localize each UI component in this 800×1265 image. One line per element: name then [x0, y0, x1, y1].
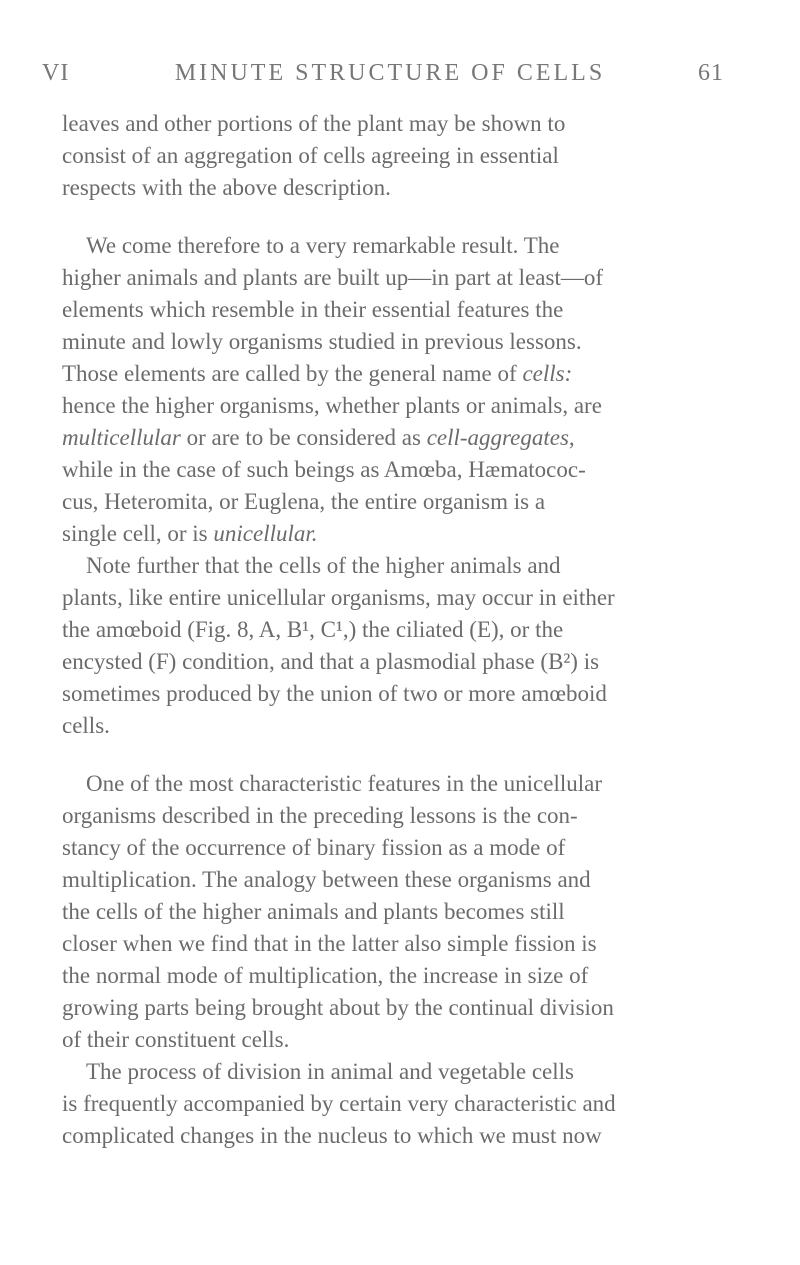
body-text [62, 108, 752, 1152]
text-line: Note further that the cells of the higher animals and [86, 553, 561, 578]
text-line: elements which resemble in their essential features the [62, 297, 564, 322]
text-line: closer when we find that in the latter also simple fission is [62, 931, 597, 956]
paragraph-note-further [62, 550, 752, 742]
text-line: the cells of the higher animals and plants becomes still [62, 899, 565, 924]
text-line: One of the most characteristic features in the unicellular [86, 771, 603, 796]
text-line: the normal mode of multiplication, the increase in size of [62, 963, 589, 988]
text-line: sometimes produced by the union of two or more amœboid [62, 681, 607, 706]
text-line: complicated changes in the nucleus to which we must now [62, 1123, 602, 1148]
text-fragment: single cell, or is [62, 521, 214, 546]
text-line: of their constituent cells. [62, 1027, 290, 1052]
italic-term-unicellular: unicellular. [213, 521, 318, 546]
text-line: The process of division in animal and vegetable cells [86, 1059, 574, 1084]
paragraph-process-of-division [62, 1056, 752, 1152]
italic-term-cells: cells: [522, 361, 573, 386]
text-line: cus, Heteromita, or Euglena, the entire organism is a [62, 489, 546, 514]
text-line: consist of an aggregation of cells agreeing in essential [62, 143, 559, 168]
paragraph-remarkable-result [62, 230, 752, 550]
text-line [62, 518, 752, 550]
text-line: organisms described in the preceding lessons is the con- [62, 803, 578, 828]
paragraph-binary-fission [62, 768, 752, 1056]
text-line: minute and lowly organisms studied in previous lessons. [62, 329, 582, 354]
running-header [0, 60, 800, 100]
text-line: stancy of the occurrence of binary fission as a mode of [62, 835, 566, 860]
chapter-number: VI [42, 60, 70, 86]
text-line: multiplication. The analogy between these organisms and [62, 867, 591, 892]
text-line: respects with the above description. [62, 175, 391, 200]
paragraph-continuation [62, 108, 752, 204]
text-fragment: or are to be considered as [180, 425, 427, 450]
text-line: plants, like entire unicellular organisms, may occur in either [62, 585, 615, 610]
italic-term-cell-aggregates: cell-aggregates, [426, 425, 575, 450]
text-fragment: Those elements are called by the general name of [62, 361, 523, 386]
text-line: hence the higher organisms, whether plants or animals, are [62, 393, 602, 418]
text-line: higher animals and plants are built up—in part at least—of [62, 265, 603, 290]
page-number: 61 [698, 60, 724, 86]
text-line: encysted (F) condition, and that a plasmodial phase (B²) is [62, 649, 600, 674]
text-line: is frequently accompanied by certain very characteristic and [62, 1091, 616, 1116]
italic-term-multicellular: multicellular [62, 425, 181, 450]
text-line: We come therefore to a very remarkable result. The [86, 233, 560, 258]
text-line: the amœboid (Fig. 8, A, B¹, C¹,) the ciliated (E), or the [62, 617, 564, 642]
text-line [62, 422, 752, 454]
running-title: MINUTE STRUCTURE OF CELLS [174, 60, 606, 86]
text-line: cells. [62, 713, 110, 738]
text-line: leaves and other portions of the plant may be shown to [62, 111, 566, 136]
text-line: growing parts being brought about by the continual division [62, 995, 614, 1020]
text-line: while in the case of such beings as Amœba, Hæmatococ- [62, 457, 586, 482]
text-line [62, 358, 752, 390]
